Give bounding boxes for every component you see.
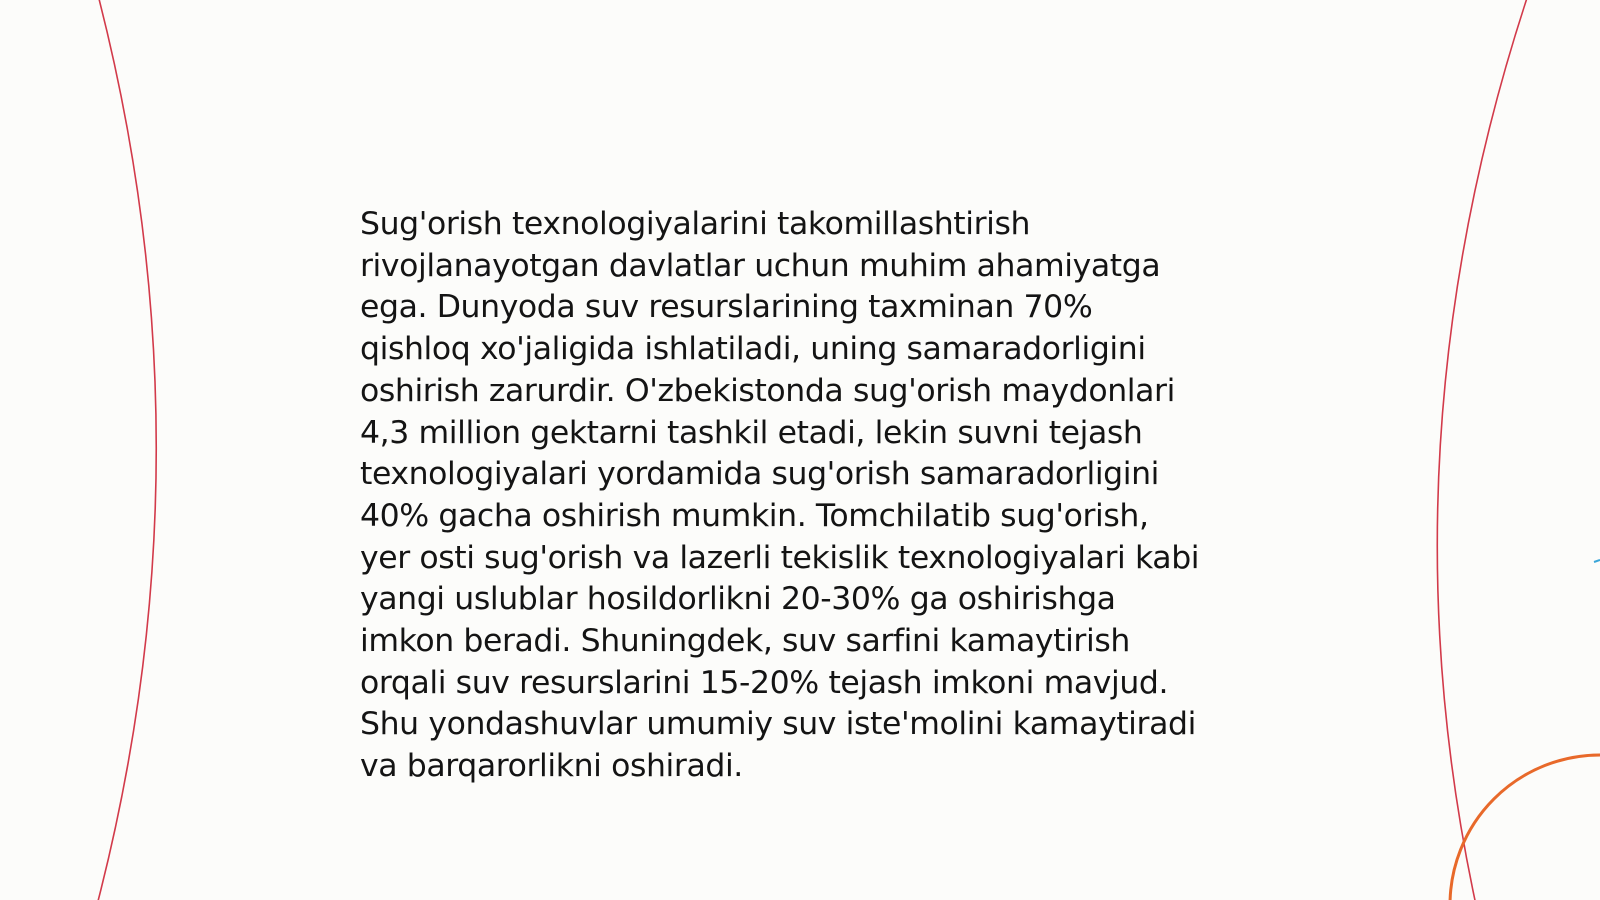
blue-accent-tick [1594,560,1600,562]
right-decorative-curve [1437,0,1528,900]
left-decorative-curve [97,0,156,900]
slide-body-text: Sug'orish texnologiyalarini takomillashtirish rivojlanayotgan davlatlar uchun muhim ahamiyatga ega. Dunyoda suv resurslarining taxminan 70% qishloq xo'jaligida ishlatiladi, uning samaradorligini oshirish zarurdir. O'zbekistonda sug'orish maydonlari 4,3 million gektarni tashkil etadi, lekin suvni tejash texnologiyalari yordamida sug'orish samaradorligini 40% gacha oshirish mumkin. Tomchilatib sug'orish, yer osti sug'orish va lazerli tekislik texnologiyalari kabi yangi uslublar hosildorlikni 20-30% ga oshirishga imkon beradi. Shuningdek, suv sarfini kamaytirish orqali suv resurslarini 15-20% tejash imkoni mavjud. Shu yondashuvlar umumiy suv iste'molini kamaytiradi va barqarorlikni oshiradi. [360,206,1200,785]
orange-accent-arc [1450,755,1600,900]
